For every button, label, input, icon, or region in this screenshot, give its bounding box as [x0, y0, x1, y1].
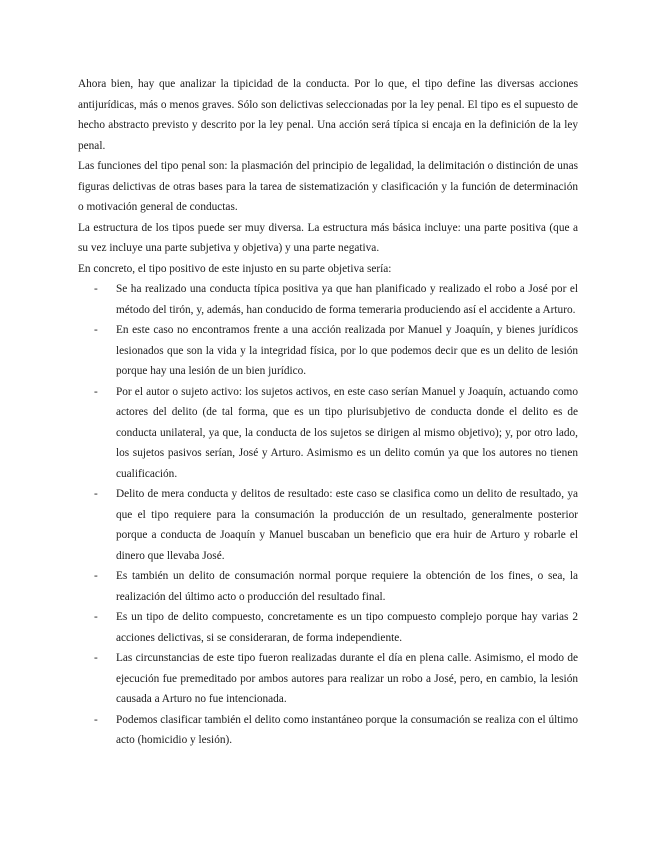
list-item [78, 279, 578, 320]
list-item-text: Delito de mera conducta y delitos de resultado: este caso se clasifica como un delito de resultado, ya que el tipo requiere para la consumación la producción de un resultado, generalmente posterior porque a conducta de Joaquín y Manuel buscaban un beneficio que era huir de Arturo y robarle el dinero que llevaba José. [116, 488, 578, 562]
paragraph-estructura: La estructura de los tipos puede ser muy diversa. La estructura más básica incluye: una parte positiva (que a su vez incluye una parte subjetiva y objetiva) y una parte negativa. [78, 221, 578, 254]
list-item-text: Podemos clasificar también el delito como instantáneo porque la consumación se realiza con el último acto (homicidio y lesión). [116, 713, 578, 746]
list-item [78, 484, 578, 566]
list-item-text: Las circunstancias de este tipo fueron realizadas durante el día en plena calle. Asimismo, el modo de ejecución fue premeditado por ambos autores para realizar un robo a José, pero, en cambio, la lesión causada a Arturo no fue intencionada. [116, 652, 578, 705]
list-item [78, 566, 578, 607]
list-item-text: Se ha realizado una conducta típica positiva ya que han planificado y realizado el robo a José por el método del tirón, y, además, han conducido de forma temeraria produciendo así el accidente a Arturo. [116, 283, 578, 316]
bullet-marker: - [94, 713, 98, 726]
bullet-marker: - [94, 652, 98, 664]
bullet-marker: - [94, 283, 98, 295]
list-item [78, 320, 578, 382]
bullet-marker: - [94, 385, 98, 398]
bullet-marker: - [94, 324, 98, 336]
paragraph-funciones: Las funciones del tipo penal son: la plasmación del principio de legalidad, la delimitación o distinción de unas figuras delictivas de otras bases para la tarea de sistematización y clasificación y la función de determinación o motivación general de conductas. [78, 160, 578, 213]
list-item-text: En este caso no encontramos frente a una acción realizada por Manuel y Joaquín, y bienes jurídicos lesionados que son la vida y la integridad física, por lo que podemos decir que es un delito de lesión porque hay una lesión de un bien jurídico. [116, 324, 578, 377]
paragraph-tipicidad: Ahora bien, hay que analizar la tipicidad de la conducta. Por lo que, el tipo define las diversas acciones antijurídicas, más o menos graves. Sólo son delictivas seleccionadas por la ley penal. El tipo es el supuesto de hecho abstracto previsto y descrito por la ley penal. Una acción será típica si encaja en la definición de la ley penal. [78, 78, 578, 152]
paragraph-tipo-positivo: En concreto, el tipo positivo de este injusto en su parte objetiva sería: [78, 262, 392, 275]
list-item-text: Por el autor o sujeto activo: los sujetos activos, en este caso serían Manuel y Joaquín, actuando como actores del delito (de tal forma, que es un tipo plurisubjetivo de conducta donde el delito es de conducta unilateral, ya que, la conducta de los sujetos se dirigen al mismo objetivo); y, por otro lado, los sujetos pasivos serían, José y Arturo. Asimismo es un delito común ya que los autores no tienen cualificación. [116, 385, 578, 480]
list-item-text: Es un tipo de delito compuesto, concretamente es un tipo compuesto complejo porque hay varias 2 acciones delictivas, si se consideraran, de forma independiente. [116, 611, 578, 644]
document-page [78, 74, 578, 751]
list-item [78, 382, 578, 485]
list-item [78, 607, 578, 648]
bullet-marker: - [94, 488, 98, 500]
bullet-marker: - [94, 611, 98, 623]
list-item [78, 648, 578, 710]
bullet-marker: - [94, 570, 98, 582]
list-item-text: Es también un delito de consumación normal porque requiere la obtención de los fines, o sea, la realización del último acto o producción del resultado final. [116, 570, 578, 603]
list-item [78, 710, 578, 751]
bullet-list [78, 279, 578, 751]
